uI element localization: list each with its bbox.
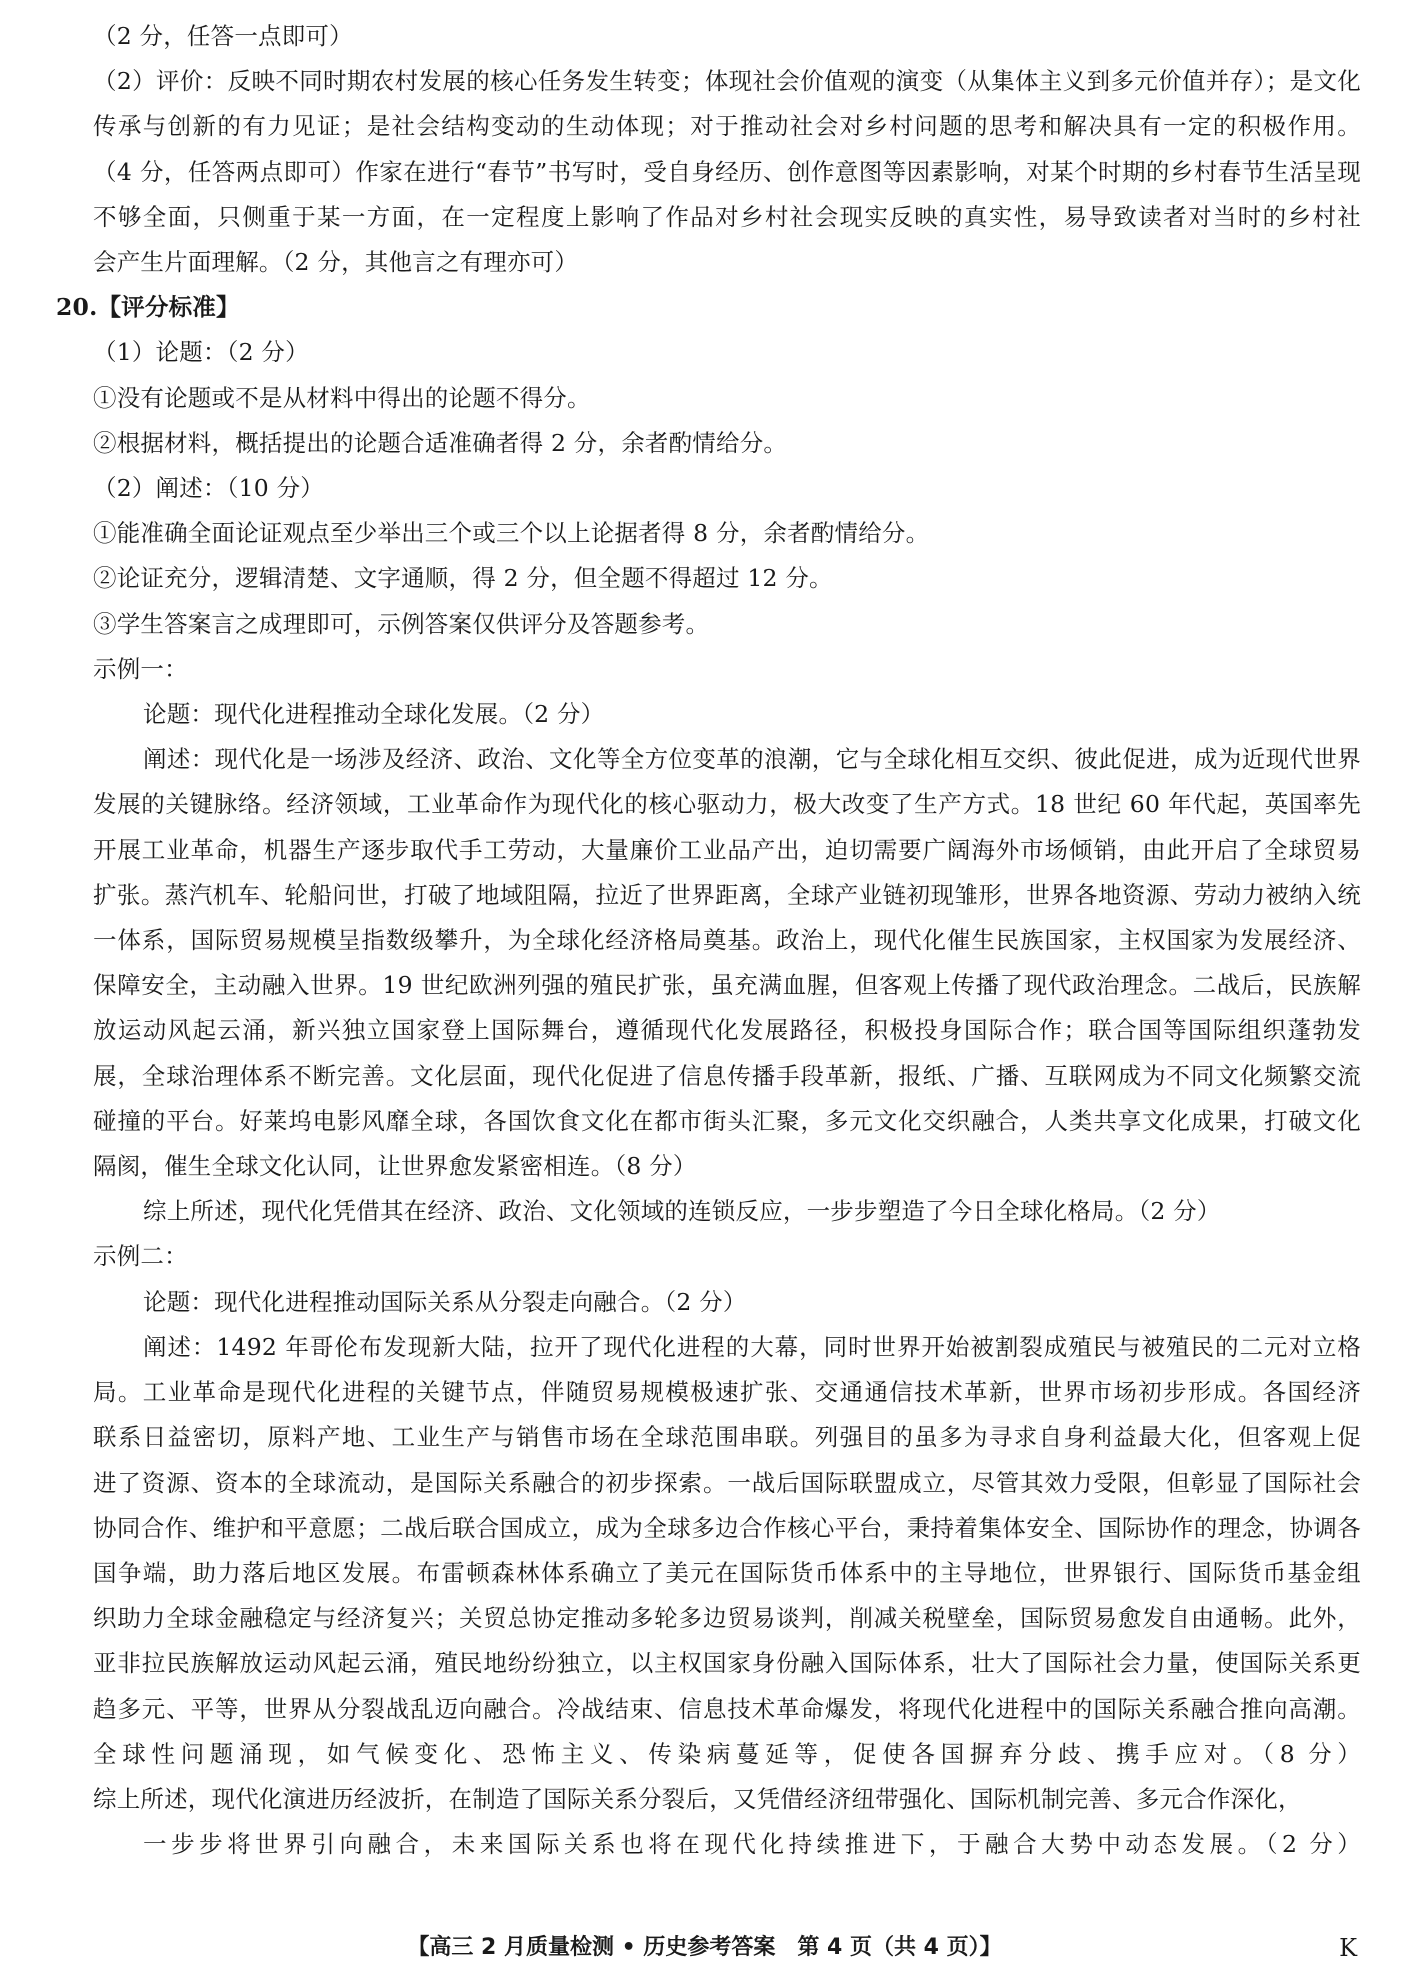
- example-heading: 示例一：: [93, 654, 188, 683]
- text-line: 发展的关键脉络。经济领域，工业革命作为现代化的核心驱动力，极大改变了生产方式。18 世纪 60 年代起，英国率先: [93, 790, 1361, 819]
- text-line: 扩张。蒸汽机车、轮船问世，打破了地域阻隔，拉近了世界距离，全球产业链初现雏形，世界各地资源、劳动力被纳入统: [93, 880, 1361, 909]
- text-line: 隔阂，催生全球文化认同，让世界愈发紧密相连。（8 分）: [93, 1152, 697, 1181]
- text-line: 论题：现代化进程推动国际关系从分裂走向融合。（2 分）: [143, 1287, 747, 1316]
- text-line: 传承与创新的有力见证；是社会结构变动的生动体现；对于推动社会对乡村问题的思考和解决具有一定的积极作用。: [93, 112, 1361, 141]
- page-footer: [0, 1931, 1409, 1965]
- text-line: 会产生片面理解。（2 分，其他言之有理亦可）: [93, 248, 579, 277]
- text-line: ①能准确全面论证观点至少举出三个或三个以上论据者得 8 分，余者酌情给分。: [93, 519, 930, 548]
- text-line: ①没有论题或不是从材料中得出的论题不得分。: [93, 383, 591, 412]
- text-line: （2）阐述：（10 分）: [93, 474, 324, 503]
- text-line: 趋多元、平等，世界从分裂战乱迈向融合。冷战结束、信息技术革命爆发，将现代化进程中的国际关系融合推向高潮。: [93, 1694, 1361, 1723]
- text-line: 一步步将世界引向融合，未来国际关系也将在现代化持续推进下，于融合大势中动态发展。（2 分）: [143, 1830, 1361, 1859]
- footer-title: 【高三 2 月质量检测 • 历史参考答案 第 4 页（共 4 页）】: [407, 1935, 1002, 1960]
- text-line: 开展工业革命，机器生产逐步取代手工劳动，大量廉价工业品产出，迫切需要广阔海外市场倾销，由此开启了全球贸易: [93, 835, 1361, 864]
- text-line: （4 分，任答两点即可）作家在进行“春节”书写时，受自身经历、创作意图等因素影响，对某个时期的乡村春节生活呈现: [93, 157, 1361, 186]
- text-line: （2 分，任答一点即可）: [93, 22, 353, 50]
- text-line: ②论证充分，逻辑清楚、文字通顺，得 2 分，但全题不得超过 12 分。: [93, 564, 833, 593]
- text-line: 国争端，助力落后地区发展。布雷顿森林体系确立了美元在国际货币体系中的主导地位，世界银行、国际货币基金组: [93, 1558, 1361, 1587]
- question-20-heading: 20.【评分标准】: [56, 293, 240, 322]
- text-line: 保障安全，主动融入世界。19 世纪欧洲列强的殖民扩张，虽充满血腥，但客观上传播了现代政治理念。二战后，民族解: [93, 971, 1361, 1000]
- text-line: 联系日益密切，原料产地、工业生产与销售市场在全球范围串联。列强目的虽多为寻求自身利益最大化，但客观上促: [93, 1423, 1361, 1452]
- text-line: 全球性问题涌现，如气候变化、恐怖主义、传染病蔓延等，促使各国摒弃分歧、携手应对。（8 分）: [93, 1739, 1361, 1768]
- text-line: ③学生答案言之成理即可，示例答案仅供评分及答题参考。: [93, 609, 710, 638]
- text-line: 阐述：1492 年哥伦布发现新大陆，拉开了现代化进程的大幕，同时世界开始被割裂成殖民与被殖民的二元对立格: [143, 1332, 1361, 1361]
- text-line: 展，全球治理体系不断完善。文化层面，现代化促进了信息传播手段革新，报纸、广播、互联网成为不同文化频繁交流: [93, 1061, 1361, 1090]
- text-line: （2）评价：反映不同时期农村发展的核心任务发生转变；体现社会价值观的演变（从集体主义到多元价值并存）；是文化: [93, 67, 1361, 96]
- text-line: 进了资源、资本的全球流动，是国际关系融合的初步探索。一战后国际联盟成立，尽管其效力受限，但彰显了国际社会: [93, 1468, 1361, 1497]
- text-line: 不够全面，只侧重于某一方面，在一定程度上影响了作品对乡村社会现实反映的真实性，易导致读者对当时的乡村社: [93, 202, 1361, 231]
- text-line: 一体系，国际贸易规模呈指数级攀升，为全球化经济格局奠基。政治上，现代化催生民族国家，主权国家为发展经济、: [93, 926, 1361, 955]
- text-line: 放运动风起云涌，新兴独立国家登上国际舞台，遵循现代化发展路径，积极投身国际合作；联合国等国际组织蓬勃发: [93, 1016, 1361, 1045]
- text-line: 局。工业革命是现代化进程的关键节点，伴随贸易规模极速扩张、交通通信技术革新，世界市场初步形成。各国经济: [93, 1378, 1361, 1407]
- text-line: 碰撞的平台。好莱坞电影风靡全球，各国饮食文化在都市街头汇聚，多元文化交织融合，人类共享文化成果，打破文化: [93, 1106, 1361, 1135]
- example-heading: 示例二：: [93, 1242, 188, 1271]
- text-line: 综上所述，现代化演进历经波折，在制造了国际关系分裂后，又凭借经济纽带强化、国际机制完善、多元合作深化，: [93, 1784, 1302, 1813]
- text-line: 阐述：现代化是一场涉及经济、政治、文化等全方位变革的浪潮，它与全球化相互交织、彼此促进，成为近现代世界: [143, 745, 1361, 774]
- text-line: ②根据材料，概括提出的论题合适准确者得 2 分，余者酌情给分。: [93, 428, 788, 457]
- footer-code: K: [1339, 1934, 1357, 1962]
- text-line: 亚非拉民族解放运动风起云涌，殖民地纷纷独立，以主权国家身份融入国际体系，壮大了国际社会力量，使国际关系更: [93, 1649, 1361, 1678]
- answer-content: [56, 14, 1361, 1867]
- text-line: 论题：现代化进程推动全球化发展。（2 分）: [143, 700, 605, 729]
- text-line: 协同合作、维护和平意愿；二战后联合国成立，成为全球多边合作核心平台，秉持着集体安全、国际协作的理念，协调各: [93, 1513, 1361, 1542]
- text-line: （1）论题：（2 分）: [93, 338, 309, 367]
- text-line: 织助力全球金融稳定与经济复兴；关贸总协定推动多轮多边贸易谈判，削减关税壁垒，国际贸易愈发自由通畅。此外，: [93, 1604, 1361, 1633]
- text-line: 综上所述，现代化凭借其在经济、政治、文化领域的连锁反应，一步步塑造了今日全球化格局。（2 分）: [143, 1197, 1221, 1226]
